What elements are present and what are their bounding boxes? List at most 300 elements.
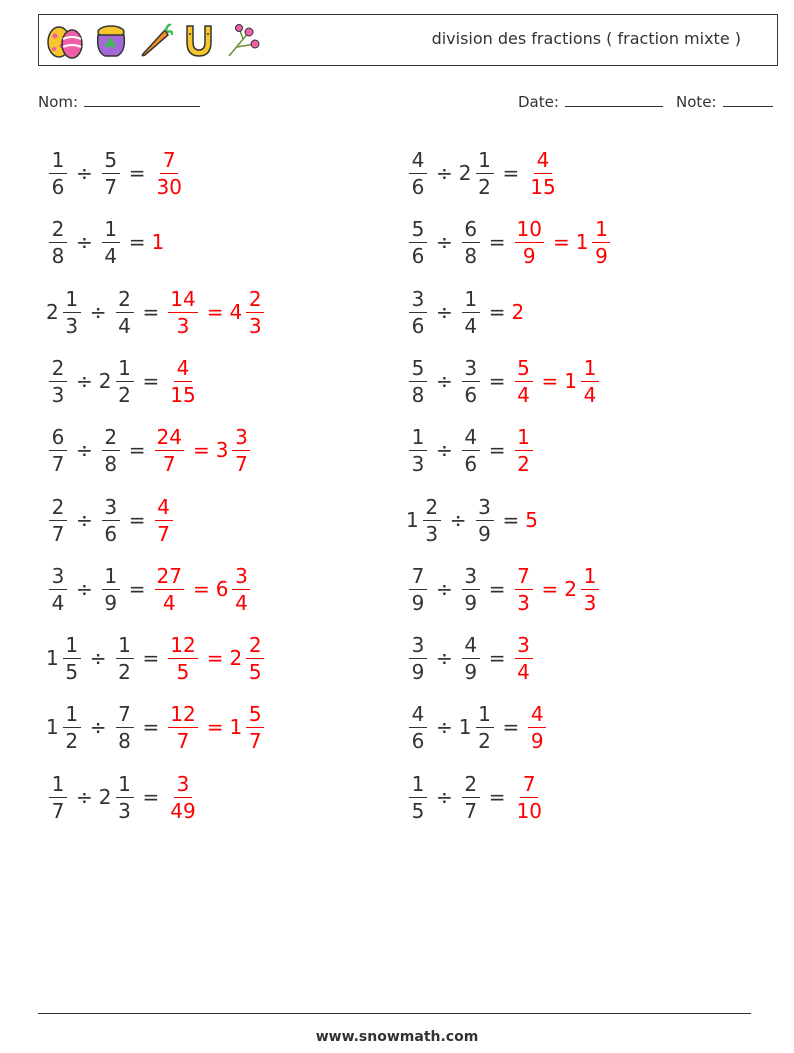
dividend-number <box>406 632 430 684</box>
dividend-denominator: 7 <box>51 521 65 546</box>
score-line <box>723 92 773 107</box>
dividend-number <box>406 771 430 823</box>
equals-sign: = <box>142 715 160 739</box>
dividend-number <box>46 286 84 338</box>
name-field <box>38 92 200 111</box>
problem-item <box>406 420 536 480</box>
divisor-whole: 2 <box>458 161 472 185</box>
answer <box>165 286 267 338</box>
divisor-number <box>99 494 123 546</box>
divisor-denominator: 2 <box>478 728 491 753</box>
dividend-denominator: 7 <box>51 451 65 476</box>
dividend-denominator: 5 <box>411 798 425 823</box>
answer-fraction <box>528 147 557 199</box>
divisor-fraction <box>476 494 494 546</box>
dividend-fraction <box>409 771 427 823</box>
divisor-denominator: 8 <box>118 728 131 753</box>
equals-sign: = <box>488 785 506 809</box>
divisor-numerator: 4 <box>462 635 480 659</box>
divisor-fraction <box>102 424 120 476</box>
divisor-denominator: 9 <box>464 659 478 684</box>
answer-whole: 1 <box>229 715 243 739</box>
divide-sign: ÷ <box>436 369 453 393</box>
answer-equals-sign: = <box>541 369 559 393</box>
answer-denominator: 30 <box>156 174 182 199</box>
answer-numerator: 5 <box>515 358 533 382</box>
equals-sign: = <box>142 646 160 670</box>
worksheet-title: division des fractions ( fraction mixte ) <box>431 29 741 48</box>
answer-denominator: 3 <box>583 590 597 615</box>
answer-whole: 6 <box>215 577 229 601</box>
footer-url: www.snowmath.com <box>315 1029 479 1045</box>
dividend-fraction <box>409 147 427 199</box>
dividend-fraction <box>49 771 67 823</box>
dividend-denominator: 6 <box>411 243 425 268</box>
problem-item <box>46 420 253 480</box>
dividend-denominator: 4 <box>51 590 65 615</box>
dividend-number <box>46 216 70 268</box>
divide-sign: ÷ <box>76 161 93 185</box>
divisor-denominator: 8 <box>104 451 118 476</box>
answer-numerator: 1 <box>581 358 599 382</box>
answer-number <box>152 494 176 546</box>
answer <box>512 771 547 823</box>
answer-numerator: 2 <box>246 289 264 313</box>
dividend-number <box>406 494 444 546</box>
divisor-numerator: 1 <box>116 635 134 659</box>
dividend-fraction <box>49 563 67 615</box>
dividend-number <box>46 563 70 615</box>
divisor-fraction <box>102 216 120 268</box>
divide-sign: ÷ <box>436 230 453 254</box>
problem-item <box>46 628 267 688</box>
answer-fraction <box>232 424 250 476</box>
divide-sign: ÷ <box>76 785 93 809</box>
divisor-number <box>113 701 137 753</box>
answer-number <box>152 147 187 199</box>
answer <box>152 494 176 546</box>
dividend-denominator: 8 <box>51 243 65 268</box>
answer-numerator: 3 <box>174 774 192 798</box>
divisor-numerator: 7 <box>116 704 134 728</box>
divisor-number <box>459 424 483 476</box>
dividend-denominator: 3 <box>425 521 439 546</box>
dividend-number <box>46 632 84 684</box>
answer-numerator: 4 <box>528 704 546 728</box>
dividend-denominator: 2 <box>65 728 79 753</box>
divisor-fraction <box>462 216 480 268</box>
divisor-number <box>99 147 123 199</box>
answer-denominator: 3 <box>248 313 262 338</box>
answer <box>512 300 526 324</box>
answer-denominator: 15 <box>530 174 556 199</box>
divisor-denominator: 3 <box>118 798 131 823</box>
divisor-denominator: 9 <box>464 590 478 615</box>
dividend-fraction <box>49 355 67 407</box>
divisor-number <box>459 355 483 407</box>
equals-sign: = <box>488 577 506 601</box>
answer-numerator: 1 <box>592 219 610 243</box>
answer-denominator: 4 <box>517 382 530 407</box>
answer-whole: 1 <box>564 369 578 393</box>
divisor-numerator: 2 <box>462 774 480 798</box>
dividend-number <box>46 701 84 753</box>
dividend-numerator: 6 <box>49 427 67 451</box>
answer-numerator: 12 <box>170 701 196 726</box>
answer-fraction <box>528 701 546 753</box>
divisor-denominator: 4 <box>104 243 118 268</box>
problem-item <box>46 282 267 342</box>
header-icons <box>45 22 261 60</box>
divisor-denominator: 9 <box>104 590 118 615</box>
divisor-fraction <box>116 701 134 753</box>
problem-item <box>406 490 539 550</box>
divide-sign: ÷ <box>449 508 467 532</box>
dividend-number <box>406 701 430 753</box>
problem-item <box>406 351 602 411</box>
answer-numerator: 4 <box>174 358 192 382</box>
dividend-numerator: 5 <box>409 219 427 243</box>
answer-equals-sign: = <box>206 300 224 324</box>
answer-number <box>215 424 254 476</box>
answer-number <box>564 355 602 407</box>
divisor-numerator: 5 <box>102 150 120 174</box>
answer-fraction <box>515 563 533 615</box>
answer-equals-sign: = <box>541 577 559 601</box>
problem-item <box>46 351 201 411</box>
divisor-numerator: 1 <box>116 774 134 798</box>
dividend-denominator: 3 <box>65 313 79 338</box>
answer-denominator: 9 <box>522 243 536 268</box>
divide-sign: ÷ <box>436 715 453 739</box>
answer-numerator: 10 <box>516 216 542 241</box>
answer-denominator: 7 <box>248 728 262 753</box>
answer-denominator: 5 <box>248 659 262 684</box>
dividend-numerator: 7 <box>409 566 427 590</box>
easter-eggs-icon <box>45 22 85 60</box>
answer-fraction <box>581 563 599 615</box>
equals-sign: = <box>142 300 160 324</box>
score-field <box>676 92 773 111</box>
dividend-fraction <box>63 286 81 338</box>
answer-number <box>229 632 267 684</box>
divisor-number <box>99 424 123 476</box>
divisor-number <box>459 216 483 268</box>
answer <box>525 701 549 753</box>
answer-numerator: 24 <box>156 424 182 449</box>
divisor-numerator: 3 <box>462 358 480 382</box>
flowers-icon <box>225 22 261 60</box>
divisor-fraction <box>462 355 480 407</box>
dividend-numerator: 1 <box>49 774 67 798</box>
problem-item <box>406 628 536 688</box>
problem-item <box>406 559 602 619</box>
dividend-fraction <box>49 216 67 268</box>
answer <box>152 563 254 615</box>
answer-numerator: 3 <box>515 635 533 659</box>
answer-denominator: 9 <box>595 243 608 268</box>
answer-denominator: 7 <box>176 728 190 753</box>
date-line <box>565 92 663 107</box>
divide-sign: ÷ <box>89 300 107 324</box>
equals-sign: = <box>488 646 506 670</box>
pot-of-gold-icon <box>93 22 129 60</box>
problem-item <box>406 212 613 272</box>
answer-whole: 1 <box>575 230 589 254</box>
divide-sign: ÷ <box>436 300 453 324</box>
answer <box>512 632 536 684</box>
divisor-fraction <box>116 286 134 338</box>
carrot-icon <box>137 22 173 60</box>
worksheet-header <box>38 14 778 66</box>
answer <box>165 771 200 823</box>
divisor-fraction <box>462 424 480 476</box>
divisor-denominator: 9 <box>478 521 491 546</box>
answer-number <box>229 701 267 753</box>
answer-number <box>165 701 200 753</box>
answer-numerator: 27 <box>156 563 182 588</box>
dividend-whole: 1 <box>46 715 59 739</box>
answer-number <box>165 355 200 407</box>
divisor-numerator: 1 <box>102 219 120 243</box>
answer-fraction <box>155 494 173 546</box>
answer-whole: 2 <box>229 646 243 670</box>
answer-fraction <box>515 355 533 407</box>
answer-whole: 1 <box>151 230 165 254</box>
problem-item <box>406 767 547 827</box>
dividend-denominator: 6 <box>411 728 425 753</box>
dividend-denominator: 9 <box>411 659 425 684</box>
equals-sign: = <box>488 438 506 462</box>
date-field <box>518 92 663 111</box>
answer-fraction <box>246 286 264 338</box>
dividend-denominator: 6 <box>51 174 65 199</box>
answer <box>152 230 166 254</box>
dividend-fraction <box>63 632 81 684</box>
divisor-fraction <box>102 494 120 546</box>
answer <box>512 216 614 268</box>
dividend-numerator: 3 <box>49 566 67 590</box>
equals-sign: = <box>142 369 160 393</box>
divisor-denominator: 7 <box>104 174 118 199</box>
divide-sign: ÷ <box>89 646 107 670</box>
answer <box>512 355 603 407</box>
answer-numerator: 7 <box>160 150 178 174</box>
answer-denominator: 7 <box>162 451 176 476</box>
divide-sign: ÷ <box>76 230 93 254</box>
answer-fraction <box>515 771 544 823</box>
answer-whole: 4 <box>229 300 243 324</box>
dividend-fraction <box>49 494 67 546</box>
dividend-fraction <box>49 424 67 476</box>
answer-denominator: 4 <box>162 590 176 615</box>
problem-item <box>406 282 525 342</box>
answer <box>512 424 536 476</box>
problem-item <box>46 767 201 827</box>
dividend-fraction <box>409 286 427 338</box>
answer-number <box>512 355 536 407</box>
equals-sign: = <box>128 438 146 462</box>
divide-sign: ÷ <box>76 438 93 462</box>
answer-equals-sign: = <box>206 646 224 670</box>
divisor-denominator: 8 <box>464 243 478 268</box>
answer-denominator: 7 <box>235 451 248 476</box>
dividend-numerator: 1 <box>409 427 427 451</box>
answer-fraction <box>246 701 264 753</box>
divisor-fraction <box>462 632 480 684</box>
answer <box>165 632 267 684</box>
divisor-number <box>459 286 483 338</box>
answer <box>512 563 603 615</box>
answer-denominator: 4 <box>235 590 248 615</box>
dividend-numerator: 2 <box>49 358 67 382</box>
divisor-denominator: 6 <box>464 451 478 476</box>
divisor-number <box>473 494 497 546</box>
dividend-number <box>406 563 430 615</box>
equals-sign: = <box>128 508 146 532</box>
divisor-fraction <box>116 355 134 407</box>
divisor-denominator: 4 <box>118 313 131 338</box>
divisor-number <box>99 563 123 615</box>
answer-numerator: 7 <box>520 774 538 798</box>
dividend-fraction <box>409 701 427 753</box>
answer-fraction <box>515 632 533 684</box>
answer-fraction <box>515 216 544 268</box>
dividend-denominator: 5 <box>65 659 79 684</box>
dividend-denominator: 6 <box>411 174 425 199</box>
problem-item <box>406 143 561 203</box>
answer-fraction <box>232 563 250 615</box>
dividend-numerator: 2 <box>423 497 441 521</box>
equals-sign: = <box>128 577 146 601</box>
equals-sign: = <box>502 508 520 532</box>
answer-fraction <box>155 424 184 476</box>
answer-denominator: 4 <box>583 382 597 407</box>
problem-item <box>46 143 187 203</box>
divisor-numerator: 4 <box>462 427 480 451</box>
divisor-number <box>99 216 123 268</box>
dividend-number <box>406 286 430 338</box>
name-line <box>84 92 200 107</box>
divide-sign: ÷ <box>76 369 93 393</box>
dividend-fraction <box>409 355 427 407</box>
equals-sign: = <box>142 785 160 809</box>
answer-numerator: 4 <box>155 497 173 521</box>
divisor-numerator: 3 <box>476 497 494 521</box>
dividend-number <box>46 147 70 199</box>
divisor-numerator: 2 <box>116 289 134 313</box>
answer-fraction <box>581 355 599 407</box>
answer-number <box>575 216 614 268</box>
divisor-numerator: 1 <box>476 150 494 174</box>
dividend-numerator: 1 <box>63 635 81 659</box>
dividend-numerator: 4 <box>409 704 427 728</box>
answer-fraction <box>155 147 184 199</box>
divisor-fraction <box>102 147 120 199</box>
answer-numerator: 3 <box>232 566 250 590</box>
dividend-denominator: 6 <box>411 313 425 338</box>
divisor-numerator: 1 <box>116 358 134 382</box>
divisor-denominator: 2 <box>118 382 131 407</box>
divide-sign: ÷ <box>436 785 453 809</box>
horseshoe-icon <box>181 22 217 60</box>
answer-number <box>165 286 200 338</box>
dividend-numerator: 1 <box>63 704 81 728</box>
answer-equals-sign: = <box>552 230 570 254</box>
divisor-denominator: 7 <box>464 798 478 823</box>
answer-fraction <box>168 632 197 684</box>
answer-number <box>165 771 200 823</box>
divide-sign: ÷ <box>436 646 453 670</box>
answer-fraction <box>168 286 197 338</box>
answer-number <box>152 563 187 615</box>
answer-denominator: 9 <box>530 728 544 753</box>
answer-numerator: 3 <box>232 427 250 451</box>
name-label: Nom: <box>38 93 79 111</box>
answer-number <box>525 508 539 532</box>
dividend-number <box>46 424 70 476</box>
divisor-fraction <box>116 771 134 823</box>
dividend-number <box>46 494 70 546</box>
dividend-fraction <box>409 632 427 684</box>
answer-number <box>152 424 187 476</box>
dividend-number <box>406 147 430 199</box>
answer <box>525 147 560 199</box>
dividend-numerator: 1 <box>49 150 67 174</box>
dividend-number <box>406 424 430 476</box>
dividend-numerator: 1 <box>409 774 427 798</box>
divisor-numerator: 1 <box>462 289 480 313</box>
answer-whole: 5 <box>525 508 538 532</box>
answer-denominator: 3 <box>176 313 190 338</box>
divide-sign: ÷ <box>89 715 107 739</box>
answer-number <box>215 563 254 615</box>
dividend-denominator: 3 <box>51 382 65 407</box>
divisor-fraction <box>476 701 494 753</box>
answer-fraction <box>168 701 197 753</box>
answer-number <box>525 701 549 753</box>
dividend-numerator: 1 <box>63 289 81 313</box>
answer-numerator: 12 <box>170 632 196 657</box>
answer-fraction <box>592 216 610 268</box>
divide-sign: ÷ <box>76 577 93 601</box>
answer-numerator: 1 <box>515 427 533 451</box>
divisor-number <box>459 771 483 823</box>
answer-numerator: 1 <box>581 566 599 590</box>
divisor-numerator: 3 <box>102 497 120 521</box>
answer <box>165 355 200 407</box>
answer-denominator: 49 <box>170 798 196 823</box>
answer-denominator: 4 <box>517 659 530 684</box>
divide-sign: ÷ <box>436 438 453 462</box>
dividend-denominator: 3 <box>411 451 425 476</box>
answer-denominator: 2 <box>517 451 530 476</box>
answer <box>165 701 267 753</box>
dividend-numerator: 4 <box>409 150 427 174</box>
footer-divider <box>38 1013 751 1014</box>
equals-sign: = <box>502 161 520 185</box>
answer-number <box>152 230 166 254</box>
answer-number <box>512 216 547 268</box>
dividend-number <box>406 355 430 407</box>
answer-numerator: 14 <box>170 286 196 311</box>
dividend-fraction <box>423 494 441 546</box>
divisor-number <box>458 147 497 199</box>
dividend-fraction <box>63 701 81 753</box>
dividend-fraction <box>409 216 427 268</box>
dividend-fraction <box>49 147 67 199</box>
answer-whole: 2 <box>564 577 578 601</box>
